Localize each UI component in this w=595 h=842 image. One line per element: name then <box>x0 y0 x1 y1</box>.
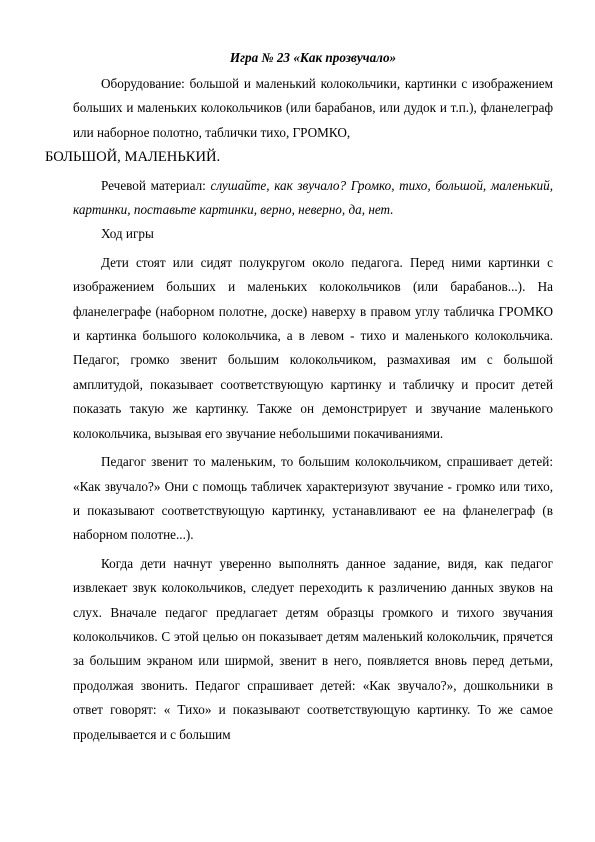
equipment-text: Оборудование: большой и маленький колокольчики, картинки с изображением больших и маленьких колокольчиков (или барабанов, или дудок и т.п.), фланелеграф или наборное полотно, таблички тихо, ГРОМКО, <box>73 76 553 140</box>
body-paragraph-2: Педагог звенит то маленьким, то большим колокольчиком, спрашивает детей: «Как звучало?» Они с помощь табличек характеризуют звучание - громко или тихо, и показывают соответствующую картинку, устанавливают ее на фланелеграф (в наборном полотне...). <box>73 454 553 543</box>
speech-material-text: слушайте, как звучало? Громко, тихо, большой, маленький, картинки, поставьте картинки, верно, неверно, да, нет. <box>73 177 553 218</box>
speech-material-label: Речевой материал: <box>101 177 206 193</box>
speech-material-paragraph <box>73 174 553 223</box>
course-heading: Ход игры <box>101 226 154 242</box>
body-paragraph-3: Когда дети начнут уверенно выполнять данное задание, видя, как педагог извлекает звук колокольчиков, следует переходить к различению данных звуков на слух. Вначале педагог предлагает детям образцы громкого и тихого звучания колокольчиков. С этой целью он показывает детям маленький колокольчик, прячется за большим экраном или ширмой, звенит в него, появляется вновь перед детьми, продолжая звонить. Педагог спрашивает детей: «Как звучало?», дошкольники в ответ говорят: « Тихо» и показывают соответствующую картинку. То же самое проделывается и с большим <box>73 555 553 742</box>
equipment-tail: БОЛЬШОЙ, МАЛЕНЬКИЙ. <box>45 149 221 166</box>
document-body <box>45 48 553 747</box>
game-title: Игра № 23 «Как прозвучало» <box>229 50 397 65</box>
body-paragraph-1: Дети стоят или сидят полукругом около педагога. Перед ними картинки с изображением больших и маленьких колокольчиков (или барабанов...). На фланелеграфе (наборном полотне, доске) наверху в правом углу табличка ГРОМКО и картинка большого колокольчика, а в левом - тихо и маленького колокольчика. Педагог, громко звенит большим колокольчиком, размахивая им с большой амплитудой, показывает соответствующую картинку и табличку и просит детей показать такую же картинку. Также он демонстрирует и звучание маленького колокольчика, вызывая его звучание небольшими покачиваниями. <box>73 254 553 441</box>
equipment-paragraph <box>45 72 553 170</box>
